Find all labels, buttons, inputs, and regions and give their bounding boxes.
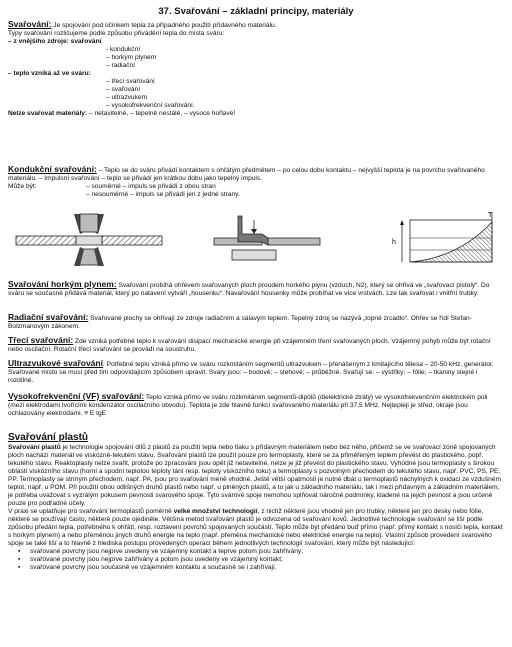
intro-heading: Svařování:: [8, 19, 52, 29]
horkym-body: Svařování probíhá ohřevem svařovaných ploch proudem horkého plynu (vzduch, N2), který se ohřívá ve „svařovací pistoly“. Do sváru se současně přidává materiál, který po natavení vytváří „housenku“. Navařování housenky může probíhat ve více vrstvách. Lze tak svařovat i vnitřní trubky.: [8, 282, 490, 297]
internal-item-1: – třecí svařování: [106, 78, 155, 85]
radiacni-text: [8, 313, 504, 331]
internal-item-2: – svařování: [106, 86, 141, 93]
plastu-paragraph-1: [8, 444, 504, 508]
horkym-heading: Svařování horkým plynem:: [8, 279, 117, 289]
radiacni-heading: Radiační svařování:: [8, 312, 89, 322]
ultrazvukove-section: [8, 359, 504, 385]
plastu-bullet-2: ▪ svařované povrchy jsou nejprve zahřívány a potom jsou uvedeny ve vzájemný kontakt;: [8, 556, 504, 564]
internal-item-3: – ultrazvukem: [106, 94, 148, 101]
vf-section: [8, 392, 504, 418]
horkym-section: [8, 280, 504, 298]
nelze-line: [8, 110, 504, 118]
radiacni-section: [8, 313, 504, 331]
nelze-label: Nelze svařovat materiály:: [8, 110, 88, 117]
plastu-bullet-1: ▪ svařované povrchy jsou nejprve uvedeny ve vzájemný kontakt a teprve potom jsou zahřívány;: [8, 548, 504, 556]
asymmetric-welding-figure: [212, 214, 322, 266]
intro-def-text: Je spojování pod účinkem tepla za případného použití přídavného materiálu.: [51, 22, 277, 29]
vf-body: Teplo vzniká přímo ve sváru rozkmitáním segmentů-dipólů (dielektrické ztráty) ve vysokofrekvenčním elektrickém poli (mezi elektrodami tvořícími kondenzátor oscilačního obvodu). Teplota je zde hlavně funkcí svařovaného materiálu při 37,5 MHz. Nejtepleji je střed, okraje jsou ochlazovány elektrodami. ≡ E tgE: [8, 394, 488, 417]
plastu-text-2-bold: velké množství technologií: [173, 508, 258, 515]
treci-text: [8, 336, 504, 354]
kondukcni-section: [8, 165, 504, 199]
horkym-text: [8, 280, 504, 298]
muze-item-2: – nesouměrné – impuls se přivádí jen z jedné strany.: [86, 191, 240, 198]
external-item-3: – radiační: [106, 62, 135, 69]
plastu-bullet-3: ▪ svařované povrchy jsou současně ve vzájemném kontaktu a současně se i zahřívají.: [8, 564, 504, 572]
label-T: T: [488, 212, 493, 219]
symmetric-welding-figure: [14, 212, 166, 268]
kondukcni-body: – Teplo se do sváru přivádí kontaktem s ohřátým předmětem – po celou dobu kontaktu – nejvyšší teplota je na povrchu svařovaného materiálu. – Impulsní svařování – teplo se přivádí jen krátkou dobu jako tepelný impuls.: [8, 167, 485, 182]
internal-label: – teplo vzniká až ve sváru:: [8, 70, 91, 77]
ultrazvukove-text: [8, 359, 504, 385]
muze-label: Může být:: [8, 183, 37, 190]
external-label: – z vnějšího zdroje: svařování: [8, 38, 102, 45]
page-title: 37. Svařování – základní principy, materiály: [158, 6, 354, 17]
vf-text: [8, 392, 504, 418]
plastu-text-2-rest: , z nichž některé jsou vhodné jen pro trubky, některé jen pro desky nebo fólie, některé se používají často, některé pouze ojediněle. Většina metod svařování plastů je odvozena od svařování kovů. Jednotlivé technologie svařování se liší podle způsobu předání tepla, potřebného k ohřátí, resp. roztavení povrchů spojovaných součástí. Teplo může být předáno buď přímo (např. přímý kontakt s nosiči tepla, kontakt s horkým plynem) a nebo přeměnou jiných druhů energie na teplo (např. přeměna mechanické nebo elektrické energie na teplo). Vlastní způsob provedení svarového spoje se také liší a to hlavně z hlediska postupu provedených operací během jednotlivých technologií svařování, který může být následující:: [8, 508, 503, 547]
kondukcni-text: [8, 165, 504, 183]
plastu-text-2: V praxi se uplatňuje pro svařování termoplastů poměrně: [8, 508, 174, 515]
treci-section: [8, 336, 504, 354]
external-item-1: - kondukční: [106, 46, 141, 53]
external-item-2: – horkým plynem: [106, 54, 157, 61]
radiacni-body: Svařované plochy se ohřívají ze zdroje radiačním a sálavým teplem. Tepelný zdroj se nazývá „topné zrcadlo“. Ohřev se řídí Stefan- Bolzmanovým zákonem.: [8, 315, 472, 330]
intro-definition: [8, 20, 504, 30]
temperature-profile-figure: [388, 210, 500, 268]
vf-heading: Vysokofrekvenční (VF) svařování:: [8, 391, 145, 401]
treci-body: Zde vzniká potřebné teplo k svařování disipací mechanické energie při vzájemném tření svařovaných ploch. Vzájemný pohyb může být rotační nebo oscilační. Rotační třecí svařování se provádí na soustruhu.: [8, 338, 491, 353]
plastu-heading: Svařování plastů: [8, 432, 89, 443]
kondukcni-heading: Kondukční svařování:: [8, 164, 97, 174]
intro-section: [8, 20, 504, 118]
treci-heading: Třecí svařování:: [8, 335, 74, 345]
kondukcni-muze-row: [8, 183, 504, 191]
label-h: h: [392, 239, 396, 246]
muze-item-1: – souměrné – impuls se přivádí z obou stran: [86, 183, 216, 190]
nelze-text: – netavitelné, – tepelně nestálé, – vysoce hořlavé!: [87, 110, 236, 117]
ultrazvukove-heading: Ultrazvukové svařování: [8, 358, 103, 368]
plastu-paragraph-2: [8, 508, 504, 548]
intro-types: Typy svařování rozlišujeme podle způsobu přivádění tepla do místa sváru:: [8, 30, 225, 37]
plastu-lead: Svařování plastů: [8, 444, 61, 451]
internal-item-4: – vysokofrekvenční svařování.: [106, 102, 195, 109]
plastu-section: [8, 432, 504, 572]
plastu-text-1: je technologie spojování dílů z plastů za použití tepla nebo tlaku s přídavným materiálem nebo bez něho, přičemž se ve svařovací zóně spojovaných ploch nachází materiál ve viskózně-tekutém stavu. Svařování plastů lze použít pouze pro termoplasty, které se za přiměřeným teplem převést do plastického, popř. tekutého stavu. Reaktoplasty nelze svařit, protože po zpracování jsou opět již netavitelné, nelze je již převést do plastického stavu. Vyhodné jsou termoplasty s širokou oblastí viskózního stavu (horní a spodní teplotou teploty tání resp. teploty viskózního toku) a termoplasty s pozvolným přechodem do tekutého stavu, např. PVC, PS, PE, PP. Termoplasty se strmým přechodem, např. PA, jsou pro svařování méně vhodné. Ještě větší opatrnosti je nutné dbát u termoplastů náchylných k oxidaci ze vzdušném teplot, např. u POM. Při použití obou odlišných druhů plastů nebo např. u plněných plastů, a to jak u základního materiálu, tak i mezi přídavným a základním materiálem, je potřeba uvažovat s vyzrálým pokusem pevnosti svarového spoje. Tyto svarové spoje nemohou splňovat náročné podmínky, kladené na jejich pevnost a jsou určené pouze pro podřadné účely.: [8, 444, 501, 507]
ultrazvukove-body: : Potřebné teplo vzniká přímo ve sváru rozkmitáním segmentů ultrazvukem – přenášeným z kmitajícího tělesa – 20-50 kHz, generátor. Svařované místo se musí před tím odpovídajícím způsobem upravit. Svary jsou: – bodové; – stehové; – průběžné. Svařují se: – výstřiky; – fólie; – tkaniny stejné i rozdílné.: [8, 361, 494, 384]
